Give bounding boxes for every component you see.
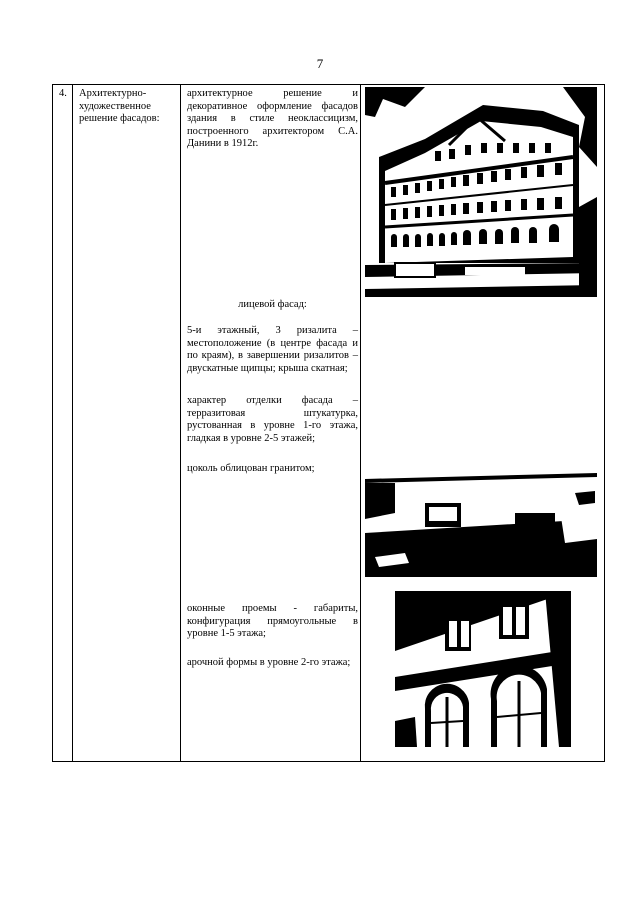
windows-image bbox=[395, 591, 571, 747]
style-description: архитектурное решение и декоративное оформление фасадов здания в стиле неоклассицизм, построенного архитектором С.А. Данини в 1912г. bbox=[187, 88, 358, 150]
windows-description: оконные проемы - габариты, конфигурация прямоугольные в уровне 1-5 этажа; bbox=[187, 603, 358, 640]
page-number: 7 bbox=[316, 56, 324, 71]
arched-windows-description: арочной формы в уровне 2-го этажа; bbox=[187, 657, 351, 668]
parameter-name: Архитектурно-художественное решение фасадов: bbox=[73, 85, 181, 762]
storeys-description: 5-и этажный, 3 ризалита – местоположение (в центре фасада и по краям), в завершении ризалитов – двускатные щипцы; крыша скатная; bbox=[187, 325, 358, 374]
description-cell bbox=[181, 85, 361, 762]
facade-image bbox=[365, 87, 597, 297]
facade-photo bbox=[365, 87, 597, 297]
finish-description: характер отделки фасада – терразитовая штукатурка, рустованная в уровне 1-го этажа, гладкая в уровне 2-5 этажей; bbox=[187, 395, 358, 444]
table-row bbox=[53, 85, 605, 762]
plinth-photo bbox=[365, 473, 597, 577]
plinth-image bbox=[365, 473, 597, 577]
facade-table bbox=[52, 84, 605, 762]
main-facade-heading: лицевой фасад: bbox=[238, 299, 307, 310]
windows-photo bbox=[395, 591, 571, 747]
row-number: 4. bbox=[53, 85, 73, 762]
photos-cell bbox=[361, 85, 605, 762]
plinth-description: цоколь облицован гранитом; bbox=[187, 463, 315, 474]
